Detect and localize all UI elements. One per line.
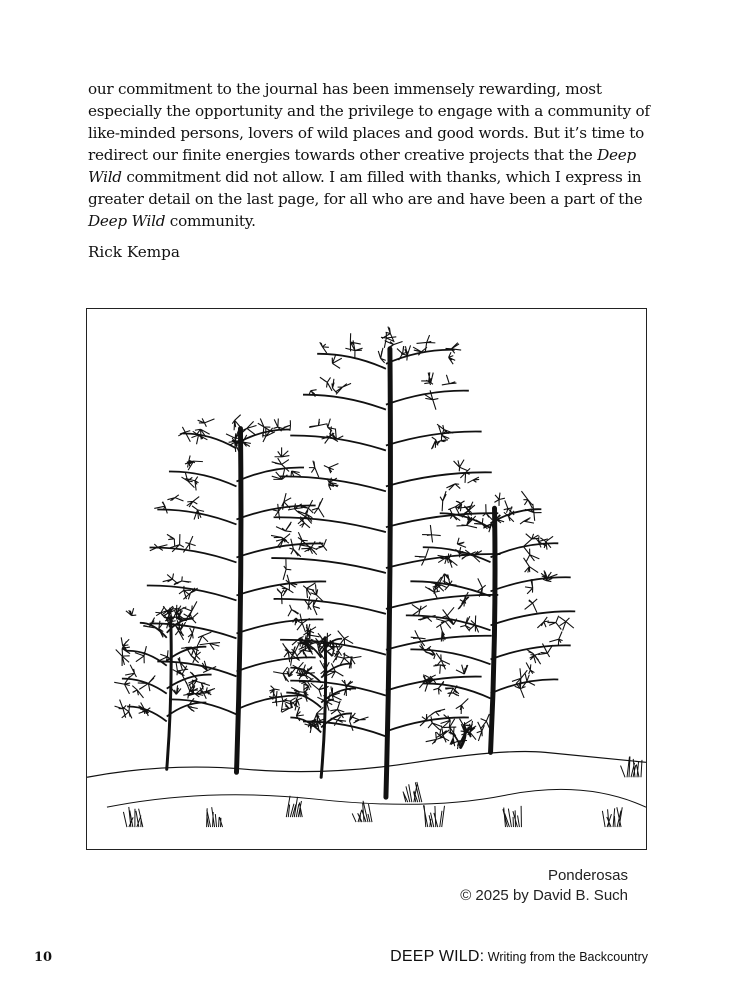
ground-line <box>87 751 646 777</box>
grass-tuft <box>602 807 622 827</box>
grass-tuft <box>286 796 302 817</box>
pine-needle-cluster <box>523 534 553 562</box>
pine-needle-cluster <box>415 525 458 568</box>
pine-needle-cluster <box>272 447 301 479</box>
pine-needle-cluster <box>431 424 453 449</box>
ponderosa-illustration <box>86 308 647 850</box>
tree-branch <box>183 434 237 449</box>
tree-branch <box>386 595 498 609</box>
magazine-title: DEEP WILD <box>390 948 480 965</box>
tree-trunk <box>491 508 495 752</box>
paragraph-run: community. <box>165 212 256 230</box>
tree-branch <box>271 558 386 573</box>
tree-branch <box>127 651 167 666</box>
tree-branch <box>317 354 386 369</box>
tree-branch <box>303 721 386 736</box>
pine-needle-cluster <box>455 538 481 562</box>
tree-branch <box>157 661 236 676</box>
magazine-subtitle: Writing from the Backcountry <box>484 950 648 964</box>
pine-needle-cluster <box>289 539 326 557</box>
pine-needle-cluster <box>524 558 558 594</box>
footer-separator: : <box>479 948 485 965</box>
pine-needle-cluster <box>303 583 323 615</box>
pine-needle-cluster <box>281 703 325 726</box>
tree-trunk <box>167 618 171 769</box>
tree-branch <box>169 472 237 487</box>
pine-needle-cluster <box>446 460 479 490</box>
pine-needle-cluster <box>320 333 363 368</box>
caption-title: Ponderosas <box>547 867 628 884</box>
grass-tuft <box>503 806 522 827</box>
pine-needle-cluster <box>440 491 477 528</box>
tree-branch <box>386 636 492 650</box>
pine-needle-cluster <box>512 662 535 697</box>
pine-needle-cluster <box>269 686 298 712</box>
article-paragraph <box>88 78 658 232</box>
pine-needle-cluster <box>309 377 351 396</box>
running-footer <box>390 948 648 966</box>
tree-branch <box>386 513 498 527</box>
tree-branch <box>386 717 469 731</box>
pine-needle-cluster <box>178 418 214 444</box>
ground-line <box>107 789 646 807</box>
tree-branch <box>303 395 386 410</box>
pine-needle-cluster <box>115 700 151 719</box>
pine-needle-cluster <box>309 461 338 490</box>
tree-branch <box>167 675 212 689</box>
caption-credit: © 2025 by David B. Such <box>460 887 628 904</box>
paragraph-run: commitment did not allow. I am filled with thanks, which I express in greater detail on the last page, for all who are and have been a part of the <box>88 168 643 208</box>
grass-tuft <box>423 805 444 827</box>
pine-needle-cluster <box>277 559 297 604</box>
tree-branch <box>167 702 207 716</box>
tree-branch <box>386 391 469 405</box>
pine-needle-cluster <box>504 491 542 524</box>
tree-branch <box>410 649 490 664</box>
grass-tuft <box>207 807 223 827</box>
tree-branch <box>491 679 559 693</box>
pine-needle-cluster <box>420 698 468 729</box>
pine-needle-cluster <box>114 665 155 698</box>
journal-name-italic: Deep Wild <box>88 212 166 230</box>
figure-caption <box>460 866 628 906</box>
tree-branch <box>290 436 386 451</box>
pine-needle-cluster <box>433 665 467 697</box>
journal-name-italic: Deep Wild <box>88 146 636 186</box>
grass-tuft <box>403 782 422 802</box>
tree-branch <box>236 467 304 481</box>
author-signature: Rick Kempa <box>88 243 180 261</box>
grass-tuft <box>123 807 142 827</box>
paragraph-run: our commitment to the journal has been immensely rewarding, most especially the opportunity and the privilege to engage with a community of like-minded persons, lovers of wild places and good words. But it’s time to redirect our finite energies towards other creative projects that the <box>88 80 650 164</box>
page-number: 10 <box>34 950 53 965</box>
pine-needle-cluster <box>425 574 450 599</box>
pine-needle-cluster <box>273 666 315 681</box>
ink-drawing-trees <box>87 309 646 849</box>
grass-tuft <box>352 801 372 822</box>
pine-needle-cluster <box>126 607 170 638</box>
pine-needle-cluster <box>154 495 204 520</box>
